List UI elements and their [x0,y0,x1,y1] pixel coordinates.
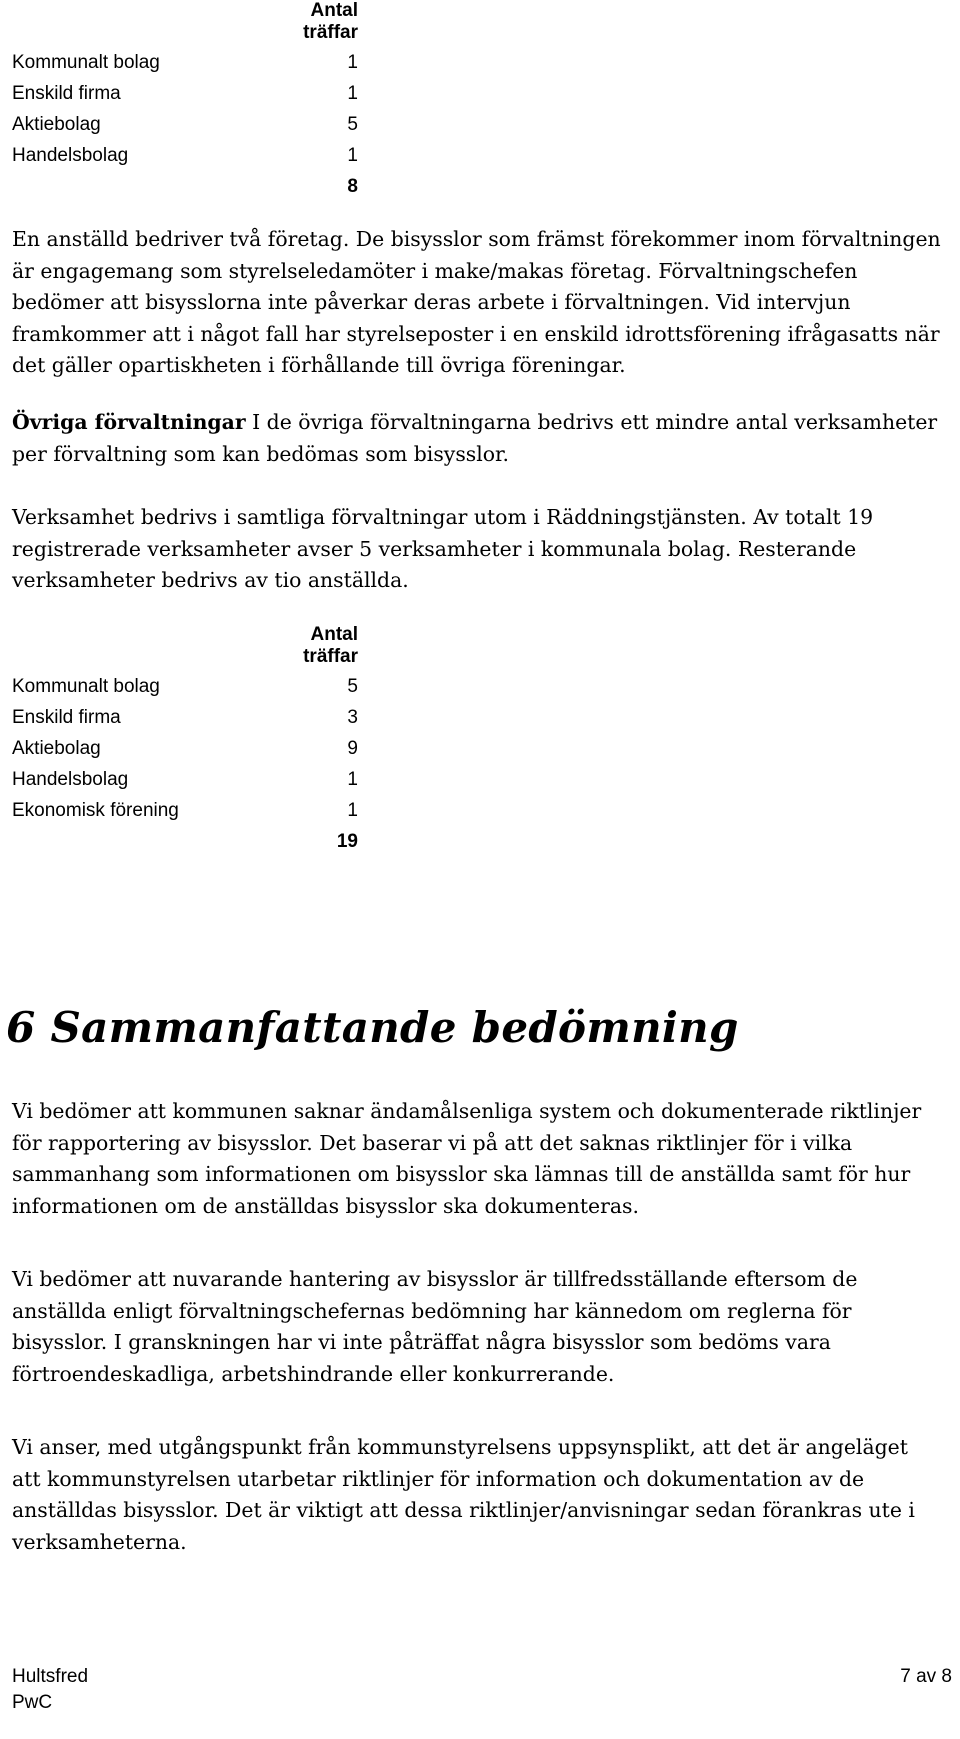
row-value: 1 [347,145,358,166]
row-value: 1 [347,800,358,821]
paragraph-other-departments [12,407,942,470]
paragraph-assessment-systems: Vi bedömer att kommunen saknar ändamålsenliga system och dokumenterade riktlinjer för rapportering av bisysslor. Det baserar vi på att det saknas riktlinjer för i vilka sammanhang som informationen om bisysslor ska lämnas till de anställda samt för hur informationen om de anställdas bisysslor ska dokumenteras. [12,1099,922,1218]
row-label: Kommunalt bolag [12,52,160,73]
table-total: 19 [336,831,358,852]
table-row [12,733,362,764]
header-line: Antal [310,624,358,645]
header-line: Antal [310,0,358,21]
row-label: Aktiebolag [12,738,101,759]
paragraph-registered-activities: Verksamhet bedrivs i samtliga förvaltningar utom i Räddningstjänsten. Av totalt 19 registrerade verksamheter avser 5 verksamheter i kommunala bolag. Resterande verksamheter bedrivs av tio anställda. [12,505,874,592]
row-value: 3 [347,707,358,728]
footer-company: PwC [12,1692,53,1713]
table-header [12,0,362,44]
paragraph-assessment-handling: Vi bedömer att nuvarande hantering av bisysslor är tillfredsställande eftersom de anställda enligt förvaltningschefernas bedömning har kännedom om reglerna för bisysslor. I granskningen har vi inte påträffat några bisysslor som bedöms vara förtroendeskadliga, arbetshindrande eller konkurrerande. [12,1267,858,1386]
footer-municipality: Hultsfred [12,1666,89,1687]
row-value: 1 [347,83,358,104]
row-value: 1 [347,769,358,790]
table-header [12,624,362,668]
header-line: träffar [303,646,358,667]
section-heading: 6 Sammanfattande bedömning [6,1003,739,1052]
table-row [12,671,362,702]
page-number: 7 av 8 [900,1666,952,1687]
row-label: Enskild firma [12,83,121,104]
row-label: Handelsbolag [12,145,129,166]
paragraph-secondary-activities: En anställd bedriver två företag. De bisysslor som främst förekommer inom förvaltningen är engagemang som styrelseledamöter i make/makas företag. Förvaltningschefen bedömer att bisysslorna inte påverkar deras arbete i förvaltningen. Vid intervjun framkommer att i något fall har styrelseposter i en enskild idrottsförening ifrågasatts när det gäller opartiskheten i förhållande till övriga föreningar. [12,227,941,377]
table-row [12,140,362,171]
row-value: 5 [347,676,358,697]
row-value: 5 [347,114,358,135]
row-label: Enskild firma [12,707,121,728]
table-row [12,109,362,140]
table-row [12,795,362,826]
row-value: 9 [347,738,358,759]
row-label: Kommunalt bolag [12,676,160,697]
header-line: träffar [303,22,358,43]
table-row [12,764,362,795]
table-row [12,78,362,109]
table-total: 8 [347,176,358,197]
row-label: Ekonomisk förening [12,800,179,821]
paragraph-lead: Övriga förvaltningar [12,410,246,434]
paragraph-recommendation: Vi anser, med utgångspunkt från kommunstyrelsens uppsynsplikt, att det är angeläget att kommunstyrelsen utarbetar riktlinjer för information och dokumentation av de anställdas bisysslor. Det är viktigt att dessa riktlinjer/anvisningar sedan förankras ute i verksamheterna. [12,1435,915,1554]
table-hit-counts-2 [12,624,362,857]
table-row [12,47,362,78]
page-footer [12,1664,952,1716]
table-row [12,702,362,733]
paragraph-text: I de övriga förvaltningarna bedrivs ett mindre antal verksamheter per förvaltning som kan bedömas som bisysslor. [12,410,938,466]
row-value: 1 [347,52,358,73]
row-label: Handelsbolag [12,769,129,790]
table-hit-counts-1 [12,0,362,202]
row-label: Aktiebolag [12,114,101,135]
